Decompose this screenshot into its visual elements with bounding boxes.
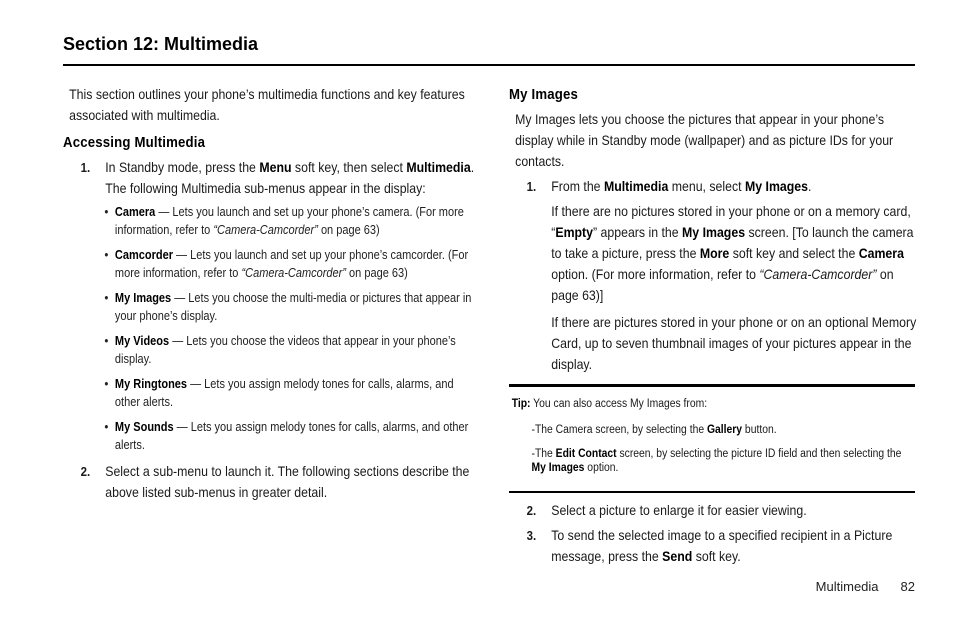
heading-my-images: My Images bbox=[509, 86, 579, 103]
step-text bbox=[105, 157, 474, 199]
text-run: screen. [To launch the camera to take a picture, press the bbox=[551, 224, 914, 261]
item-ref: “Camera-Camcorder” bbox=[213, 223, 318, 237]
left-column bbox=[63, 84, 473, 507]
item-desc: — Lets you assign melody tones for calls, alarms, and other alerts. bbox=[114, 377, 454, 409]
item-desc: — Lets you choose the videos that appear in your phone’s display. bbox=[114, 334, 456, 366]
heading-accessing-multimedia: Accessing Multimedia bbox=[63, 134, 206, 151]
item-desc: — Lets you assign melody tones for calls, alarms, and other alerts. bbox=[114, 420, 469, 452]
item-name: Camera bbox=[114, 205, 156, 219]
left-column-content bbox=[63, 84, 474, 503]
step-text: Select a picture to enlarge it for easier viewing. bbox=[551, 502, 807, 518]
item-ref: “Camera-Camcorder” bbox=[241, 266, 347, 280]
my-images-label: My Images bbox=[745, 178, 809, 194]
footer-section: Multimedia bbox=[815, 579, 879, 594]
list-item-my-sounds bbox=[104, 418, 474, 454]
item-tail: on page 63) bbox=[317, 223, 380, 237]
item-name: My Videos bbox=[114, 334, 170, 348]
no-pictures-paragraph bbox=[551, 201, 916, 306]
item-desc: — Lets you choose the multi-media or pictures that appear in your phone’s display. bbox=[114, 291, 472, 323]
pictures-stored-paragraph: If there are pictures stored in your phone or on an optional Memory Card, up to seven thumbnail images of your pictures appear in the display. bbox=[551, 314, 917, 372]
multimedia-label: Multimedia bbox=[406, 159, 471, 175]
step-text bbox=[551, 525, 916, 567]
title-divider bbox=[63, 64, 915, 66]
gallery-label: Gallery bbox=[706, 424, 743, 436]
step-text: Select a sub-menu to launch it. The following sections describe the above listed sub-menus in greater detail. bbox=[105, 463, 470, 500]
list-item-my-ringtones bbox=[104, 375, 474, 411]
text-run: -The Camera screen, by selecting the bbox=[531, 424, 707, 436]
text-run: soft key. bbox=[692, 548, 741, 564]
step-text bbox=[551, 176, 916, 197]
list-item-my-images bbox=[104, 289, 474, 325]
step-number: 1. bbox=[526, 179, 537, 194]
section-intro: This section outlines your phone’s multimedia functions and key features associated with multimedia. bbox=[69, 86, 465, 123]
item-tail: on page 63) bbox=[346, 266, 408, 280]
text-run: ” appears in the bbox=[593, 224, 683, 240]
tip-label: Tip: bbox=[511, 398, 531, 410]
text-run: . The following Multimedia sub-menus appear in the display: bbox=[105, 159, 475, 196]
tip-item-camera bbox=[532, 423, 915, 437]
my-images-label: My Images bbox=[682, 224, 746, 240]
step-3 bbox=[527, 525, 917, 567]
text-run: option. bbox=[584, 462, 619, 474]
step-number: 2. bbox=[526, 503, 537, 518]
right-column-content bbox=[509, 84, 916, 375]
bullet-icon: • bbox=[104, 247, 109, 262]
multimedia-label: Multimedia bbox=[603, 178, 669, 194]
text-run: menu, select bbox=[668, 178, 746, 194]
camera-label: Camera bbox=[858, 245, 904, 261]
cross-reference: “Camera-Camcorder” bbox=[759, 266, 877, 282]
right-steps-content bbox=[509, 500, 916, 567]
empty-label: Empty bbox=[555, 224, 594, 240]
tip-box bbox=[509, 384, 915, 493]
text-run: screen, by selecting the picture ID field and then selecting the bbox=[616, 448, 902, 460]
text-run: If there are no pictures stored in your phone or on a memory card, “ bbox=[551, 203, 911, 240]
text-run: . bbox=[808, 178, 812, 194]
more-key-label: More bbox=[699, 245, 730, 261]
page-number: 82 bbox=[900, 579, 915, 594]
item-desc: — Lets you launch and set up your phone’s camcorder. (For more information, refer to bbox=[114, 248, 469, 280]
step-1 bbox=[527, 176, 917, 197]
step-number: 3. bbox=[526, 528, 537, 543]
list-item-camera bbox=[104, 203, 474, 239]
tip-item-edit-contact bbox=[532, 447, 915, 475]
text-run: To send the selected image to a specified recipient in a Picture message, press the bbox=[551, 527, 893, 564]
bullet-icon: • bbox=[104, 333, 109, 348]
item-desc: — Lets you launch and set up your phone’s camera. (For more information, refer to bbox=[114, 205, 464, 237]
right-column bbox=[509, 84, 915, 381]
text-run: From the bbox=[551, 178, 604, 194]
text-run: on page 63)] bbox=[551, 266, 894, 303]
text-run: soft key, then select bbox=[291, 159, 407, 175]
step-number: 2. bbox=[80, 464, 91, 479]
page-footer bbox=[816, 579, 915, 594]
item-name: Camcorder bbox=[114, 248, 173, 262]
item-name: My Images bbox=[114, 291, 172, 305]
menu-key-label: Menu bbox=[259, 159, 292, 175]
step-number: 1. bbox=[80, 160, 91, 175]
bullet-icon: • bbox=[104, 419, 109, 434]
text-run: button. bbox=[742, 424, 777, 436]
text-run: soft key and select the bbox=[729, 245, 859, 261]
step-2 bbox=[527, 500, 917, 521]
tip-content bbox=[509, 387, 915, 475]
my-images-label: My Images bbox=[531, 462, 585, 474]
bullet-icon: • bbox=[104, 204, 109, 219]
bullet-icon: • bbox=[104, 376, 109, 391]
text-run: In Standby mode, press the bbox=[105, 159, 260, 175]
list-item-camcorder bbox=[104, 246, 474, 282]
text-run: -The bbox=[531, 448, 556, 460]
right-column-steps bbox=[509, 500, 915, 571]
edit-contact-label: Edit Contact bbox=[555, 448, 617, 460]
item-name: My Ringtones bbox=[114, 377, 188, 391]
list-item-my-videos bbox=[104, 332, 474, 368]
step-1 bbox=[81, 157, 475, 199]
tip-text: You can also access My Images from: bbox=[530, 398, 708, 410]
step-2 bbox=[81, 461, 475, 503]
text-run: option. (For more information, refer to bbox=[551, 266, 760, 282]
my-images-intro: My Images lets you choose the pictures that appear in your phone’s display while in Standby mode (wallpaper) and as picture IDs for your contacts. bbox=[515, 111, 894, 169]
page-title: Section 12: Multimedia bbox=[63, 34, 259, 54]
submenu-list bbox=[104, 203, 474, 454]
tip-line bbox=[512, 397, 915, 411]
item-name: My Sounds bbox=[114, 420, 174, 434]
send-key-label: Send bbox=[662, 548, 693, 564]
bullet-icon: • bbox=[104, 290, 109, 305]
